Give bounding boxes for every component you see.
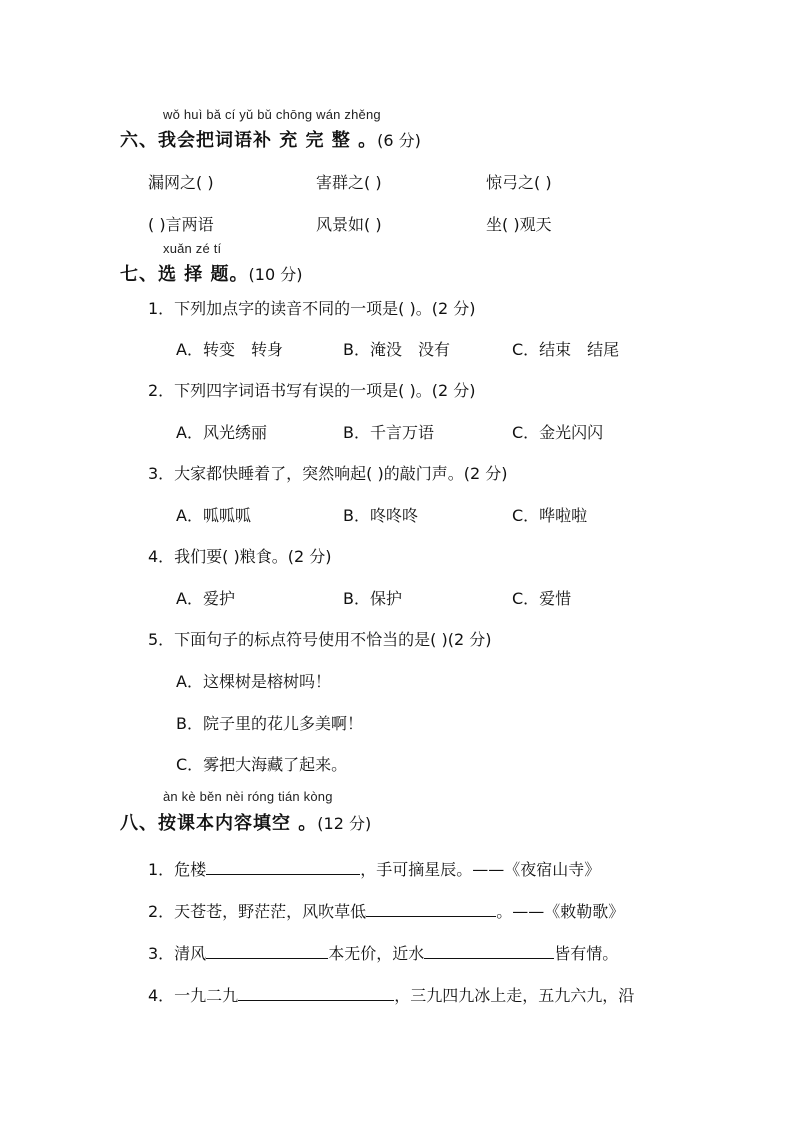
fill-line-4 xyxy=(148,983,634,1006)
answer-blank[interactable] xyxy=(238,984,394,1001)
q1-post: ，手可摘星辰。——《夜宿山寺》 xyxy=(360,860,601,879)
option-a: A．爱护 xyxy=(176,589,235,608)
option-b: B．保护 xyxy=(343,589,402,608)
q4-pre: 4．一九二九 xyxy=(148,986,239,1005)
option-c: C．金光闪闪 xyxy=(512,423,604,442)
answer-blank[interactable] xyxy=(206,858,360,875)
option-a: A．呱呱呱 xyxy=(176,506,251,525)
section6-points: (6 分) xyxy=(377,131,421,150)
question-stem: 4．我们要( )粮食。(2 分) xyxy=(148,547,332,566)
section6-pinyin: wǒ huì bǎ cí yǔ bǔ chōng wán zhěng xyxy=(163,107,381,122)
section8-heading xyxy=(120,809,371,835)
q4-post: ，三九四九冰上走，五九六九，沿 xyxy=(394,986,635,1005)
fill-line-3 xyxy=(148,941,618,964)
option-b: B．千言万语 xyxy=(343,423,434,442)
fill-line-2 xyxy=(148,899,624,922)
section7-heading xyxy=(120,260,302,286)
option-a: A．风光绣丽 xyxy=(176,423,267,442)
fill-item: 漏网之( ) xyxy=(148,173,214,192)
section7-points: (10 分) xyxy=(248,265,303,284)
question-stem: 1．下列加点字的读音不同的一项是( )。(2 分) xyxy=(148,299,476,318)
question-stem: 3．大家都快睡着了，突然响起( )的敲门声。(2 分) xyxy=(148,464,508,483)
q1-pre: 1．危楼 xyxy=(148,860,207,879)
answer-blank[interactable] xyxy=(366,900,496,917)
option-a: A．这棵树是榕树吗！ xyxy=(176,672,331,691)
section7-pinyin: xuǎn zé tí xyxy=(163,241,222,256)
section8-points: (12 分) xyxy=(317,814,372,833)
section6-title: 六、我会把词语补 充 完 整 。 xyxy=(120,130,378,151)
section6-heading xyxy=(120,126,421,152)
fill-line-1 xyxy=(148,857,600,880)
section8-title: 八、按课本内容填空 。 xyxy=(120,813,318,834)
q2-post: 。——《敕勒歌》 xyxy=(496,902,625,921)
q3-mid: 本无价，近水 xyxy=(328,944,425,963)
option-c: C．哗啦啦 xyxy=(512,506,588,525)
fill-item: 害群之( ) xyxy=(316,173,382,192)
q3-pre: 3．清风 xyxy=(148,944,207,963)
q3-post: 皆有情。 xyxy=(554,944,619,963)
option-c: C．爱惜 xyxy=(512,589,572,608)
option-b: B．咚咚咚 xyxy=(343,506,418,525)
answer-blank[interactable] xyxy=(206,942,328,959)
option-c: C．结束 结尾 xyxy=(512,340,620,359)
q2-pre: 2．天苍苍，野茫茫，风吹草低 xyxy=(148,902,367,921)
option-b: B．院子里的花儿多美啊！ xyxy=(176,714,363,733)
fill-item: 坐( )观天 xyxy=(486,215,552,234)
fill-item: ( )言两语 xyxy=(148,215,214,234)
fill-item: 风景如( ) xyxy=(316,215,382,234)
answer-blank[interactable] xyxy=(424,942,554,959)
option-a: A．转变 转身 xyxy=(176,340,283,359)
question-stem: 2．下列四字词语书写有误的一项是( )。(2 分) xyxy=(148,381,476,400)
section8-pinyin: àn kè běn nèi róng tián kòng xyxy=(163,789,333,804)
fill-item: 惊弓之( ) xyxy=(486,173,552,192)
option-b: B．淹没 没有 xyxy=(343,340,450,359)
section7-title: 七、选 择 题。 xyxy=(120,264,249,285)
option-c: C．雾把大海藏了起来。 xyxy=(176,755,348,774)
question-stem: 5．下面句子的标点符号使用不恰当的是( )(2 分) xyxy=(148,630,492,649)
